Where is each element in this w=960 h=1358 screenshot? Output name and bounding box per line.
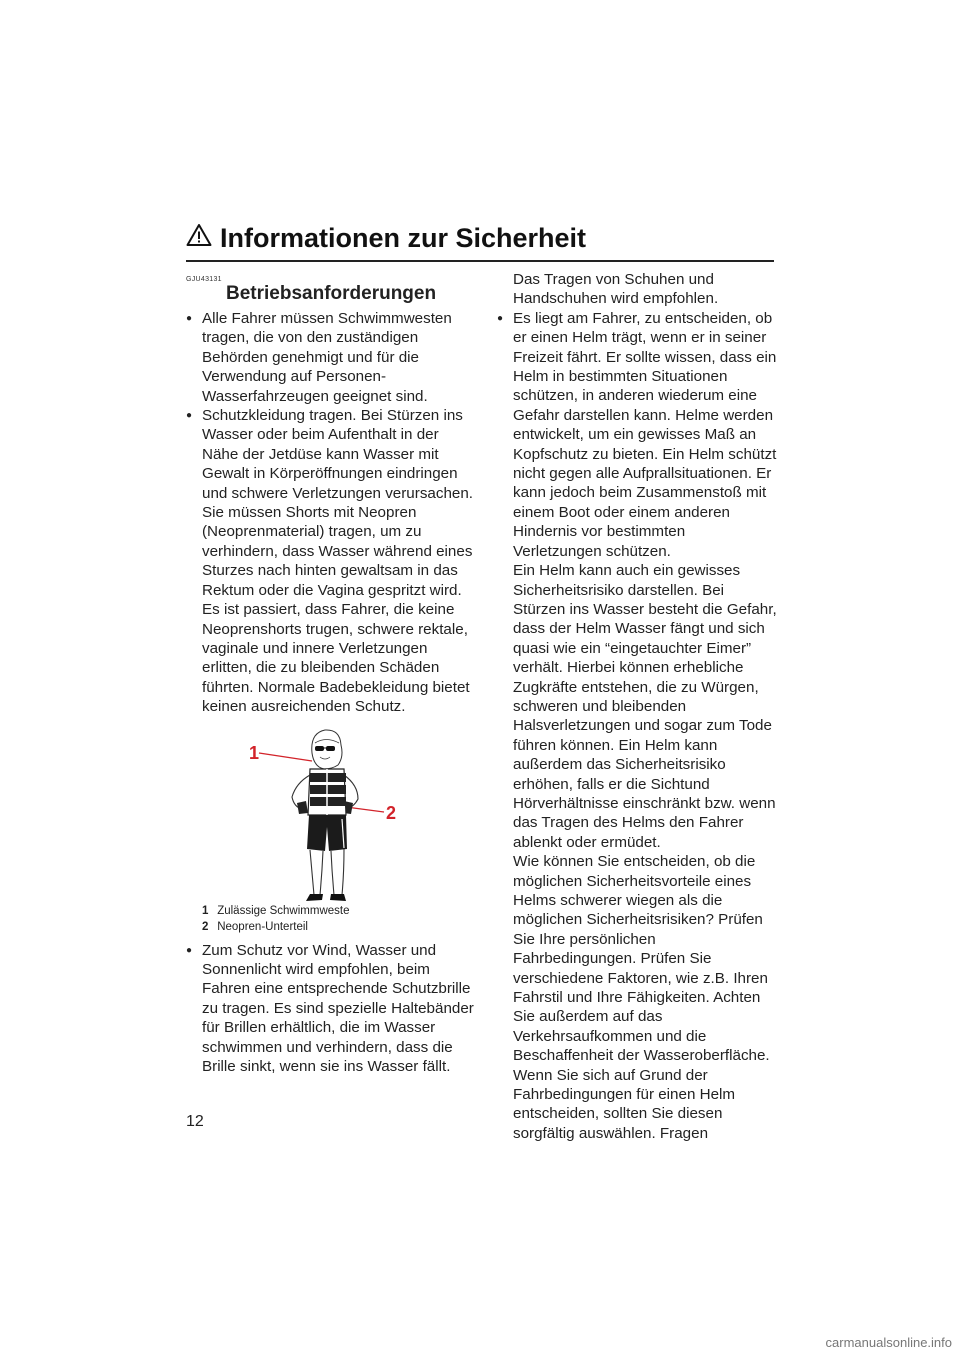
callout-2: 2 — [386, 802, 397, 823]
header-title: Informationen zur Sicherheit — [220, 223, 587, 253]
helmet-list — [497, 309, 777, 1143]
requirements-list — [186, 309, 476, 717]
bullet-protective-clothing: ● Schutzkleidung tragen. Bei Stürzen ins Wasser oder beim Aufenthalt in der Nähe der Jetdüse kann Wasser mit Gewalt in Körperöffnungen eindringen und schwere Verletzungen verursachen. Sie müssen Shorts mit Neopren (Neoprenmaterial) tragen, um zu verhindern, dass Wasser während eines Sturzes nach hinten gewaltsam in das Rektum oder die Vagina gespritzt wird. Es ist passiert, dass Fahrer, die keine Neoprenshorts trugen, schwere rektale, vaginale und innere Verletzungen erlitten, die zu bleibenden Schäden führten. Normale Badebekleidung bietet keinen ausreichenden Schutz. — [186, 406, 476, 717]
caption-number: 2 — [202, 920, 209, 933]
warning-icon — [186, 223, 212, 254]
bullet-helmet — [497, 309, 777, 1143]
requirements-list-continued — [186, 941, 476, 1077]
right-column — [497, 270, 777, 1143]
caption-text: Zulässige Schwimmweste — [217, 904, 350, 917]
rider-illustration — [186, 723, 476, 903]
caption-text: Neopren-Unterteil — [217, 920, 308, 933]
helmet-intro: Es liegt am Fahrer, zu entscheiden, ob er einen Helm trägt, wenn er in seiner Freizeit fährt. Er sollte wissen, dass ein Helm in bestimmten Situationen schützen, in anderen wiederum eine Gefahr darstellen kann. Helme werden entwickelt, um ein gewisses Maß an Kopfschutz zu bieten. Ein Helm schützt nicht gegen alle Aufprallsituationen. Er kann jedoch beim Zusammenstoß mit einem Boot oder einem anderen Hindernis vor bestimmten Verletzungen schützen. — [513, 309, 777, 560]
header-divider — [186, 260, 774, 262]
page-number: 12 — [186, 1113, 204, 1130]
callout-1: 1 — [249, 742, 260, 763]
page-header — [186, 223, 774, 254]
caption-number: 1 — [202, 904, 209, 917]
section-title: Betriebsanforderungen — [226, 283, 437, 304]
helmet-risk-paragraph: Ein Helm kann auch ein gewisses Sicherheitsrisiko darstellen. Bei Stürzen ins Wasser besteht die Gefahr, dass der Helm Wasser fängt und sich quasi wie ein “eingetauchter Eimer” verhält. Hierbei können erhebliche Zugkräfte entstehen, die zu Würgen, schweren und bleibenden Halsverletzungen und sogar zum Tode führen können. Ein Helm kann außerdem das Sicherheitsrisiko erhöhen, falls er die Sichtund Hörverhältnisse einschränkt bzw. wenn das Tragen des Helms den Fahrer ablenkt oder ermüdet. — [513, 562, 777, 851]
left-column — [186, 270, 476, 1076]
caption-item — [202, 903, 476, 919]
shoes-gloves-text: Das Tragen von Schuhen und Handschuhen wird empfohlen. — [513, 271, 719, 308]
watermark: carmanualsonline.info — [825, 1335, 952, 1350]
header-title-row — [186, 223, 774, 254]
caption-item — [202, 919, 476, 935]
helmet-decision-paragraph: Wie können Sie entscheiden, ob die möglichen Sicherheitsvorteile eines Helms schwerer wiegen als die möglichen Sicherheitsrisiken? Prüfen Sie Ihre persönlichen Fahrbedingungen. Prüfen Sie verschiedene Faktoren, wie z.B. Ihren Fahrstil und Ihre Fähigkeiten. Achten Sie außerdem auf das Verkehrsaufkommen und die Beschaffenheit der Wasseroberfläche. — [513, 853, 770, 1065]
section-code: GJU43131 — [186, 276, 222, 283]
bullet-life-jackets: ● Alle Fahrer müssen Schwimmwesten tragen, die von den zuständigen Behörden genehmigt und für die Verwendung auf Personen-Wasserfahrzeugen geeignet sind. — [186, 309, 476, 406]
helmet-selection-paragraph: Wenn Sie sich auf Grund der Fahrbedingungen für einen Helm entscheiden, sollten Sie diesen sorgfältig auswählen. Fragen — [513, 1066, 736, 1142]
figure-captions — [202, 903, 476, 935]
bullet-goggles: ● Zum Schutz vor Wind, Wasser und Sonnenlicht wird empfohlen, beim Fahren eine entsprechende Schutzbrille zu tragen. Es sind spezielle Haltebänder für Brillen erhältlich, die im Wasser schwimmen und verhindern, dass die Brille sinkt, wenn sie ins Wasser fällt. — [186, 941, 476, 1077]
